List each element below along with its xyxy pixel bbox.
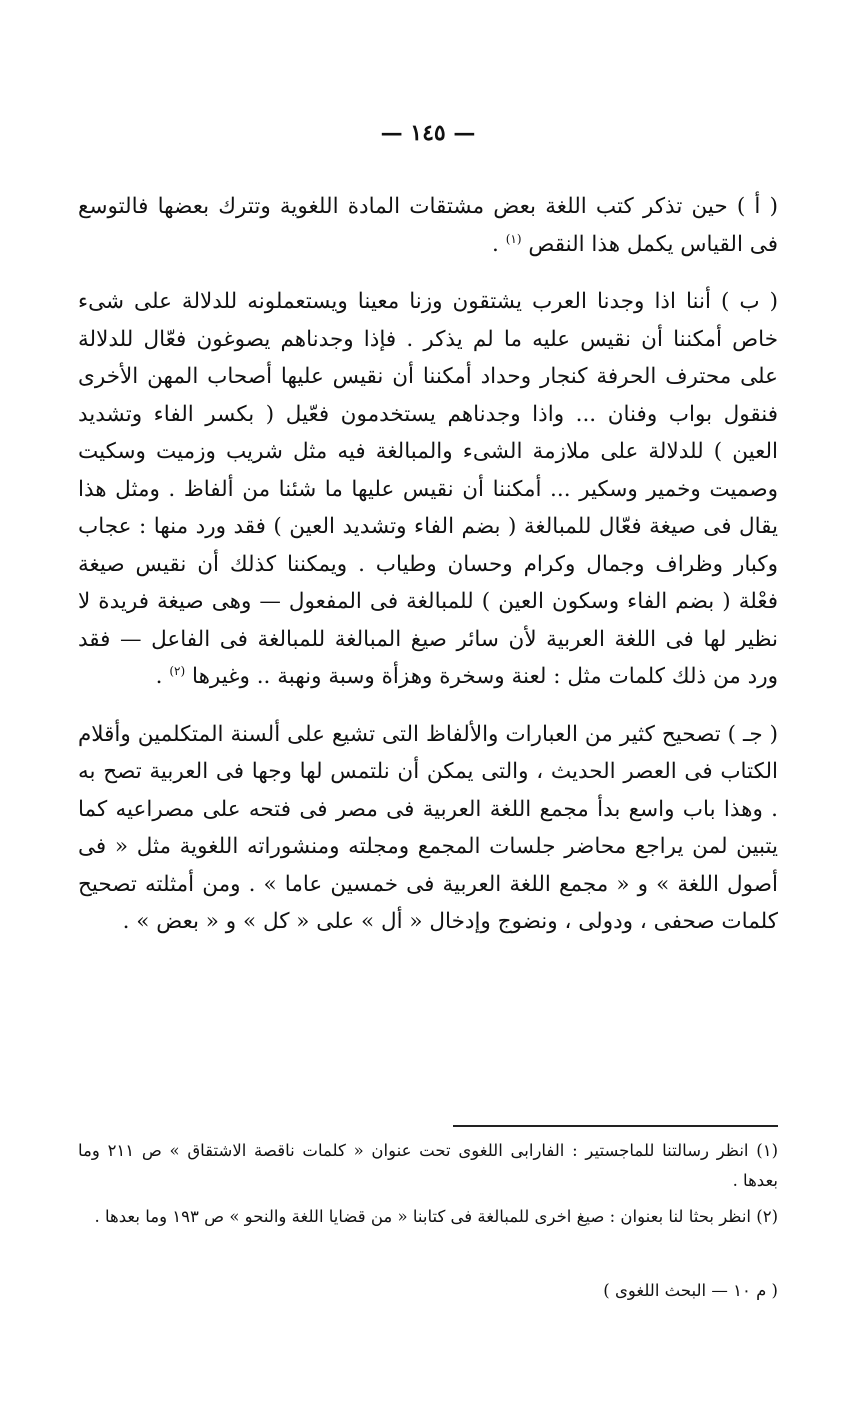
footnote-1: (١) انظر رسالتنا للماجستير : الفارابى اللغوى تحت عنوان « كلمات ناقصة الاشتقاق » ص ٢١١ وما بعدها . — [78, 1141, 778, 1190]
paragraph-c-text: ( جـ ) تصحيح كثير من العبارات والألفاظ التى تشيع على ألسنة المتكلمين وأقلام الكتاب فى العصر الحديث ، والتى يمكن أن نلتمس لها وجها فى العربية تصح به . وهذا باب واسع بدأ مجمع اللغة العربية فى مصر فى فتحه على مصراعيه كما يتبين لمن يراجع محاضر جلسات المجمع ومجلته ومنشوراته اللغوية مثل « فى أصول اللغة » و « مجمع اللغة العربية فى خمسين عاما » . ومن أمثلته تصحيح كلمات صحفى ، ودولى ، ونضوج وإدخال « أل » على « كل » و « بعض » . — [78, 721, 778, 934]
footnote-divider — [453, 1125, 778, 1127]
page-number: — ١٤٥ — — [380, 120, 476, 146]
paragraph-b-text: ( ب ) أننا اذا وجدنا العرب يشتقون وزنا معينا ويستعملونه للدلالة على شىء خاص أمكننا أن نقيس عليه ما لم يذكر . فإذا وجدناهم يصوغون فعّال للدلالة على محترف الحرفة كنجار وحداد أمكننا أن نقيس عليها أصحاب المهن الأخرى فنقول بواب وفنان ... واذا وجدناهم يستخدمون فعّيل ( بكسر الفاء وتشديد العين ) للدلالة على ملازمة الشىء والمبالغة فيه مثل شريب وزميت وسكيت وصميت وخمير وسكير ... أمكننا أن نقيس عليها ما شئنا من ألفاظ . ومثل هذا يقال فى صيغة فعّال للمبالغة ( بضم الفاء وتشديد العين ) فقد ورد منها : عجاب وكبار وظراف وجمال وكرام وحسان وطياب . ويمكننا كذلك أن نقيس صيغة فعْلة ( بضم الفاء وسكون العين ) للمبالغة فى المفعول — وهى صيغة فريدة لا نظير لها فى اللغة العربية لأن سائر صيغ المبالغة للمبالغة فى الفاعل — فقد ورد من ذلك كلمات مثل : لعنة وسخرة وهزأة وسبة ونهبة .. وغيرها — [78, 289, 778, 689]
footnote-ref-2: (٢) — [169, 663, 186, 678]
body-text — [78, 188, 778, 961]
paragraph-a-end: . — [492, 231, 499, 257]
paragraph-a — [78, 188, 778, 263]
footnotes — [78, 1136, 778, 1238]
signature-mark: ( م ١٠ — البحث اللغوى ) — [603, 1281, 778, 1300]
paragraph-c — [78, 716, 778, 941]
footnote-2: (٢) انظر بحثا لنا بعنوان : صيغ اخرى للمبالغة فى كتابنا « من قضايا اللغة والنحو » ص ١٩٣ وما بعدها . — [94, 1207, 778, 1226]
paragraph-b — [78, 283, 778, 696]
paragraph-b-end: . — [155, 664, 163, 689]
paragraph-a-text: ( أ ) حين تذكر كتب اللغة بعض مشتقات المادة اللغوية وتترك بعضها فالتوسع فى القياس يكمل هذا النقص — [78, 194, 778, 257]
footnote-ref-1: (١) — [505, 231, 522, 246]
